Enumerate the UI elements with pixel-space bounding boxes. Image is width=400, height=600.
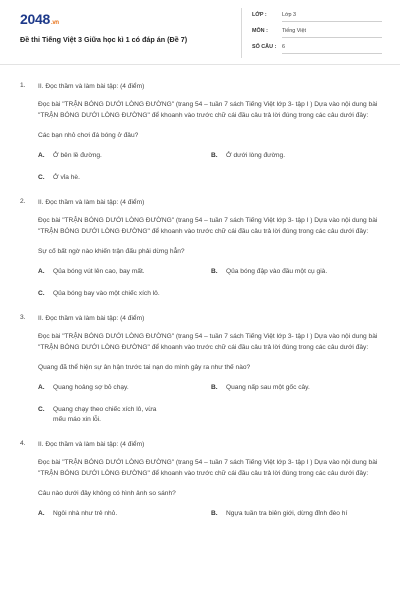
answer-option[interactable]	[211, 267, 381, 277]
meta-value: Tiếng Việt	[282, 28, 382, 38]
question-item	[0, 198, 400, 299]
option-text: Quang nấp sau một gốc cây.	[226, 384, 310, 391]
logo-text: 2048	[20, 11, 50, 27]
option-text: Qủa bóng đập vào đầu một cụ già.	[226, 268, 328, 275]
question-passage: Đọc bài "TRẬN BÓNG DƯỚI LÒNG ĐƯỜNG" (trang 54 – tuần 7 sách Tiếng Việt lớp 3- tập I ) Dựa vào nội dung bài "TRẬN BÓNG DƯỚI LÒNG ĐƯỜNG" để khoanh vào trước chữ cái đầu câu trả lời đúng trong các câu dưới đây:	[38, 101, 378, 119]
exam-meta	[252, 12, 382, 59]
question-number: 4.	[20, 440, 26, 447]
question-section: II. Đọc thầm và làm bài tập: (4 điểm)	[38, 199, 145, 206]
answer-option[interactable]	[38, 405, 211, 425]
question-text: Các bạn nhỏ chơi đá bóng ở đâu?	[38, 132, 139, 139]
document-header	[0, 0, 400, 62]
question-text: Câu nào dưới đây không có hình ảnh so sánh?	[38, 490, 176, 497]
option-letter: A.	[38, 384, 45, 391]
logo-suffix: .vn	[50, 20, 59, 26]
meta-key: LỚP :	[252, 12, 267, 18]
option-text: Ở dưới lòng đường.	[226, 152, 286, 159]
option-text: Ở bên lề đường.	[53, 152, 102, 159]
option-text: Quang chạy theo chiếc xích lô, vừa mếu máo xin lỗi.	[53, 406, 157, 423]
question-section: II. Đọc thầm và làm bài tập: (4 điểm)	[38, 83, 145, 90]
question-text: Sự cố bất ngờ nào khiến trận đấu phải dừng hẳn?	[38, 248, 185, 255]
option-letter: A.	[38, 268, 45, 275]
option-letter: C.	[38, 174, 45, 181]
header-separator	[0, 64, 400, 65]
option-text: Ở vỉa hè.	[53, 174, 80, 181]
question-passage: Đọc bài "TRẬN BÓNG DƯỚI LÒNG ĐƯỜNG" (trang 54 – tuần 7 sách Tiếng Việt lớp 3- tập I ) Dựa vào nội dung bài "TRẬN BÓNG DƯỚI LÒNG ĐƯỜNG" để khoanh vào trước chữ cái đầu câu trả lời đúng trong các câu dưới đây:	[38, 333, 378, 351]
answer-option[interactable]	[211, 151, 381, 161]
option-letter: B.	[211, 268, 218, 275]
option-letter: B.	[211, 152, 218, 159]
question-passage: Đọc bài "TRẬN BÓNG DƯỚI LÒNG ĐƯỜNG" (trang 54 – tuần 7 sách Tiếng Việt lớp 3- tập I ) Dựa vào nội dung bài "TRẬN BÓNG DƯỚI LÒNG ĐƯỜNG" để khoanh vào trước chữ cái đầu câu trả lời đúng trong các câu dưới đây:	[38, 217, 378, 235]
question-number: 2.	[20, 198, 26, 205]
answer-option[interactable]	[38, 289, 211, 299]
site-logo[interactable]	[20, 11, 59, 27]
question-list	[0, 82, 400, 534]
option-letter: A.	[38, 510, 45, 517]
answer-option[interactable]	[38, 383, 211, 393]
header-divider	[241, 8, 242, 58]
meta-row-class	[252, 12, 382, 27]
option-text: Qủa bóng bay vào một chiếc xích lô.	[53, 290, 160, 297]
question-passage: Đọc bài "TRẬN BÓNG DƯỚI LÒNG ĐƯỜNG" (trang 54 – tuần 7 sách Tiếng Việt lớp 3- tập I ) Dựa vào nội dung bài "TRẬN BÓNG DƯỚI LÒNG ĐƯỜNG" để khoanh vào trước chữ cái đầu câu trả lời đúng trong các câu dưới đây:	[38, 459, 378, 477]
option-text: Ngôi nhà như trẻ nhỏ.	[53, 510, 118, 517]
option-letter: C.	[38, 290, 45, 297]
meta-row-subject	[252, 28, 382, 43]
answer-option[interactable]	[211, 383, 381, 393]
meta-key: SỐ CÂU :	[252, 44, 277, 50]
question-number: 1.	[20, 82, 26, 89]
option-text: Ngựa tuần tra biên giới, dừng đỉnh đèo hí	[226, 510, 348, 517]
option-text: Qủa bóng vút lên cao, bay mất.	[53, 268, 145, 275]
question-number: 3.	[20, 314, 26, 321]
question-text: Quang đã thể hiện sự ân hận trước tai nạn do mình gây ra như thế nào?	[38, 364, 251, 371]
option-letter: B.	[211, 384, 218, 391]
meta-key: MÔN :	[252, 28, 268, 34]
answer-options	[38, 509, 380, 519]
meta-row-question-count	[252, 44, 382, 59]
question-item	[0, 82, 400, 183]
answer-options	[38, 383, 380, 425]
document-title: Đề thi Tiếng Việt 3 Giữa học kì 1 có đáp án (Đề 7)	[20, 35, 188, 44]
question-item	[0, 440, 400, 519]
answer-option[interactable]	[211, 509, 381, 519]
meta-value: 6	[282, 44, 382, 54]
question-section: II. Đọc thầm và làm bài tập: (4 điểm)	[38, 441, 145, 448]
answer-option[interactable]	[38, 151, 211, 161]
option-text: Quang hoảng sợ bỏ chạy.	[53, 384, 129, 391]
answer-option[interactable]	[38, 509, 211, 519]
option-letter: C.	[38, 406, 45, 413]
meta-value: Lớp 3	[282, 12, 382, 22]
option-letter: A.	[38, 152, 45, 159]
question-section: II. Đọc thầm và làm bài tập: (4 điểm)	[38, 315, 145, 322]
option-letter: B.	[211, 510, 218, 517]
answer-options	[38, 267, 380, 299]
answer-option[interactable]	[38, 173, 211, 183]
answer-options	[38, 151, 380, 183]
answer-option[interactable]	[38, 267, 211, 277]
question-item	[0, 314, 400, 425]
